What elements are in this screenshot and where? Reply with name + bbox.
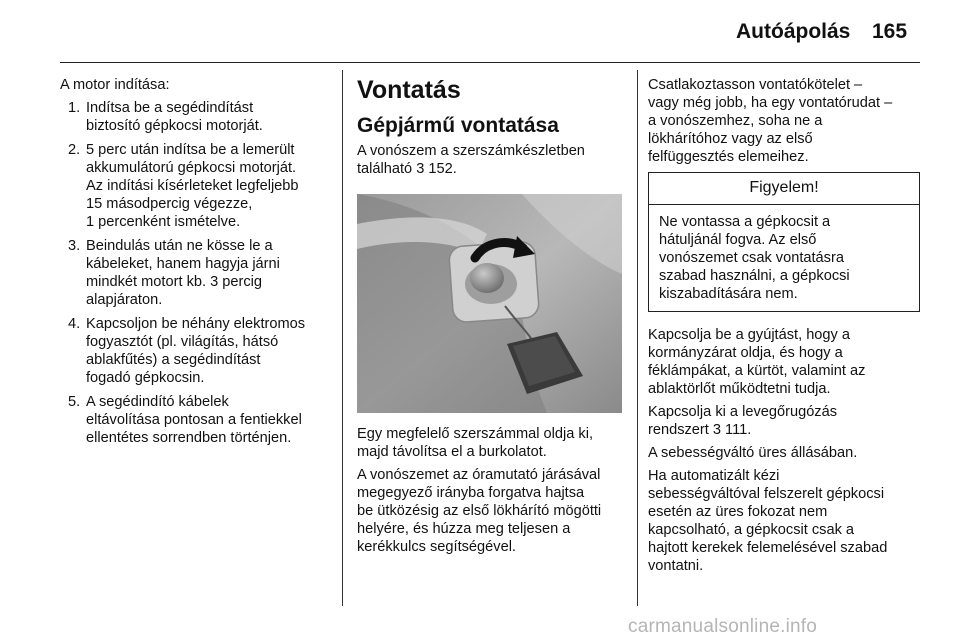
page-title: Autóápolás [736,20,851,43]
air-suspension-text: Kapcsolja ki a levegőrugózás rendszert 3 111. [648,404,838,438]
step-number: 4. [68,316,81,332]
automated-gearbox-text: Ha automatizált kézi sebességváltóval felszerelt gépkocsi esetén az üres fokozat nem kapcsolható, a gépkocsit csak a hajtott kerekek felemelésével szabad vontatni. [648,468,888,574]
section-subheading: Gépjármű vontatása [357,114,559,137]
step-number: 2. [68,142,81,158]
warning-text: Ne vontassa a gépkocsit a hátuljánál fogva. Az első vonószemet csak vontatásra szabad használni, a gépkocsi kiszabadítására nem. [659,214,850,302]
attach-tow-rope-text: Csatlakoztasson vontatókötelet – vagy még jobb, ha egy vontatórudat – a vonószemhez, soha ne a lökhárítóhoz vagy az első felfüggesztés elemeihez. [648,77,893,165]
header-rule [60,62,920,63]
install-towing-eye-text: A vonószemet az óramutató járásával megegyező irányba forgatva hajtsa be ütközésig az első lökhárító mögötti helyére, és húzza meg teljesen a kerékkulcs segítségével. [357,467,602,555]
column-1 [60,76,330,453]
jump-start-steps [60,99,330,447]
ignition-text: Kapcsolja be a gyújtást, hogy a kormányzárat oldja, és hogy a féklámpákat, a kürtöt, valamint az ablaktörlőt működtetni tudja. [648,327,866,397]
step-text: Beindulás után ne kösse le a kábeleket, hanem hagyja járni mindkét motort kb. 3 percig alapjáraton. [86,238,280,308]
watermark: carmanualsonline.info [628,616,818,637]
column-divider-1 [342,70,343,606]
towing-eye-illustration [357,194,622,413]
step-text: A segédindító kábelek eltávolítása pontosan a fentiekkel ellentétes sorrendben történjen. [86,394,302,446]
step-item [60,393,330,447]
neutral-gear-text: A sebességváltó üres állásában. [648,445,858,461]
step-item [60,315,330,387]
step-text: Indítsa be a segédindítást biztosító gépkocsi motorját. [86,100,263,134]
jump-start-intro: A motor indítása: [60,77,170,93]
step-number: 5. [68,394,81,410]
step-item [60,99,330,135]
column-2 [357,76,623,561]
towing-eye-photo [357,194,622,413]
towing-eye-location: A vonószem a szerszámkészletben található 3 152. [357,143,585,177]
step-text: Kapcsoljon be néhány elektromos fogyasztót (pl. világítás, hátsó ablakfűtés) a segédindítást fogadó gépkocsin. [86,316,306,386]
page-number: 165 [872,20,908,43]
column-3 [648,76,920,580]
step-item [60,141,330,231]
step-number: 1. [68,100,81,116]
warning-box [648,172,920,312]
column-divider-2 [637,70,638,606]
warning-title: Figyelem! [649,173,919,205]
section-heading: Vontatás [357,76,461,104]
step-text: 5 perc után indítsa be a lemerült akkumulátorú gépkocsi motorját. Az indítási kísérleteket legfeljebb 15 másodpercig végezze, 1 percenként ismételve. [86,142,299,230]
step-number: 3. [68,238,81,254]
step-item [60,237,330,309]
remove-cover-text: Egy megfelelő szerszámmal oldja ki, majd távolítsa el a burkolatot. [357,426,594,460]
